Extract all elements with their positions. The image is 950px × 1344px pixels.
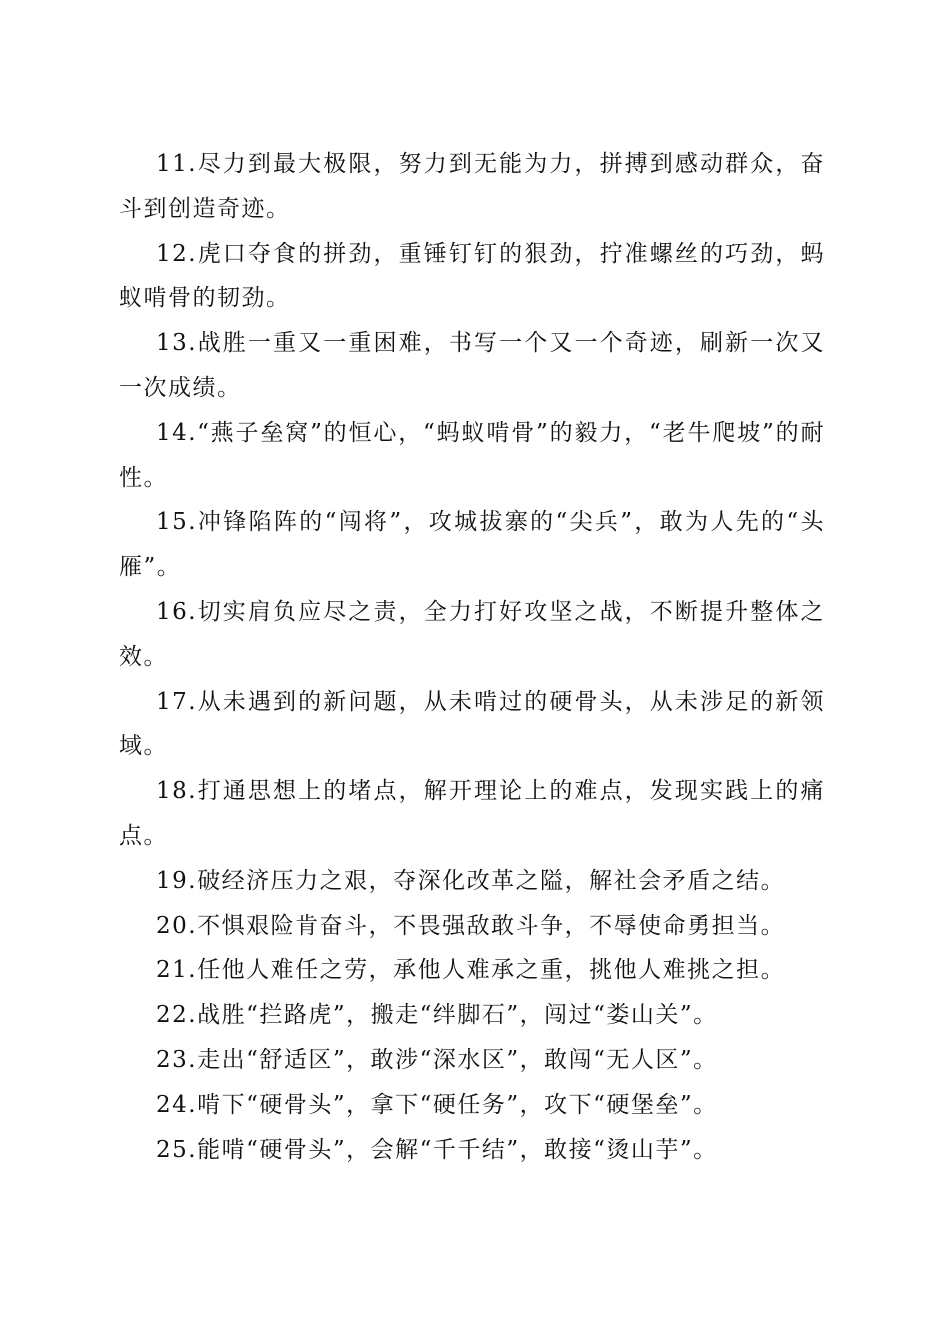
item-text: 啃下“硬骨头”，拿下“硬任务”，攻下“硬堡垒”。 xyxy=(197,1091,718,1118)
item-number: 12. xyxy=(156,240,198,267)
list-item xyxy=(119,948,825,993)
list-item xyxy=(119,232,825,322)
item-number: 14. xyxy=(156,419,198,446)
list-item xyxy=(119,859,825,904)
item-text: 冲锋陷阵的“闯将”，攻城拔寨的“尖兵”，敢为人先的“头雁”。 xyxy=(119,509,825,581)
item-text: 虎口夺食的拼劲，重锤钉钉的狠劲，拧准螺丝的巧劲，蚂蚁啃骨的韧劲。 xyxy=(119,240,825,312)
item-text: 从未遇到的新问题，从未啃过的硬骨头，从未涉足的新领域。 xyxy=(119,688,825,760)
item-number: 19. xyxy=(156,867,198,894)
list-item xyxy=(119,993,825,1038)
item-number: 16. xyxy=(156,598,198,625)
item-number: 25. xyxy=(156,1136,198,1163)
list-item xyxy=(119,500,825,590)
item-number: 11. xyxy=(156,151,198,177)
list-item xyxy=(119,411,825,501)
list-item xyxy=(119,1083,825,1128)
item-text: “燕子垒窝”的恒心，“蚂蚁啃骨”的毅力，“老牛爬坡”的耐性。 xyxy=(119,419,825,491)
item-number: 22. xyxy=(156,1002,198,1029)
item-text: 战胜一重又一重困难，书写一个又一个奇迹，刷新一次又一次成绩。 xyxy=(119,330,825,401)
item-text: 不惧艰险肯奋斗，不畏强敌敢斗争，不辱使命勇担当。 xyxy=(197,912,786,939)
item-number: 21. xyxy=(156,957,198,984)
list-item xyxy=(119,590,825,680)
document-body xyxy=(119,142,825,1172)
item-text: 切实肩负应尽之责，全力打好攻坚之战，不断提升整体之效。 xyxy=(119,598,825,670)
item-number: 18. xyxy=(156,778,198,805)
item-text: 能啃“硬骨头”，会解“千千结”，敢接“烫山芋”。 xyxy=(197,1136,718,1163)
item-number: 23. xyxy=(156,1046,198,1073)
item-text: 打通思想上的堵点，解开理论上的难点，发现实践上的痛点。 xyxy=(119,778,825,849)
list-item xyxy=(119,142,825,232)
item-number: 20. xyxy=(156,912,198,939)
item-text: 破经济压力之艰，夺深化改革之隘，解社会矛盾之结。 xyxy=(197,867,786,894)
list-item xyxy=(119,769,825,859)
item-text: 走出“舒适区”，敢涉“深水区”，敢闯“无人区”。 xyxy=(197,1046,718,1073)
list-item xyxy=(119,1038,825,1083)
item-text: 战胜“拦路虎”，搬走“绊脚石”，闯过“娄山关”。 xyxy=(197,1002,718,1029)
list-item xyxy=(119,904,825,949)
list-item xyxy=(119,1128,825,1173)
list-item xyxy=(119,680,825,770)
item-number: 17. xyxy=(156,688,198,715)
item-number: 24. xyxy=(156,1091,198,1118)
list-item xyxy=(119,321,825,411)
item-number: 13. xyxy=(156,330,198,357)
item-text: 尽力到最大极限，努力到无能为力，拼搏到感动群众，奋斗到创造奇迹。 xyxy=(119,151,825,222)
item-number: 15. xyxy=(156,509,198,536)
item-text: 任他人难任之劳，承他人难承之重，挑他人难挑之担。 xyxy=(197,957,786,984)
